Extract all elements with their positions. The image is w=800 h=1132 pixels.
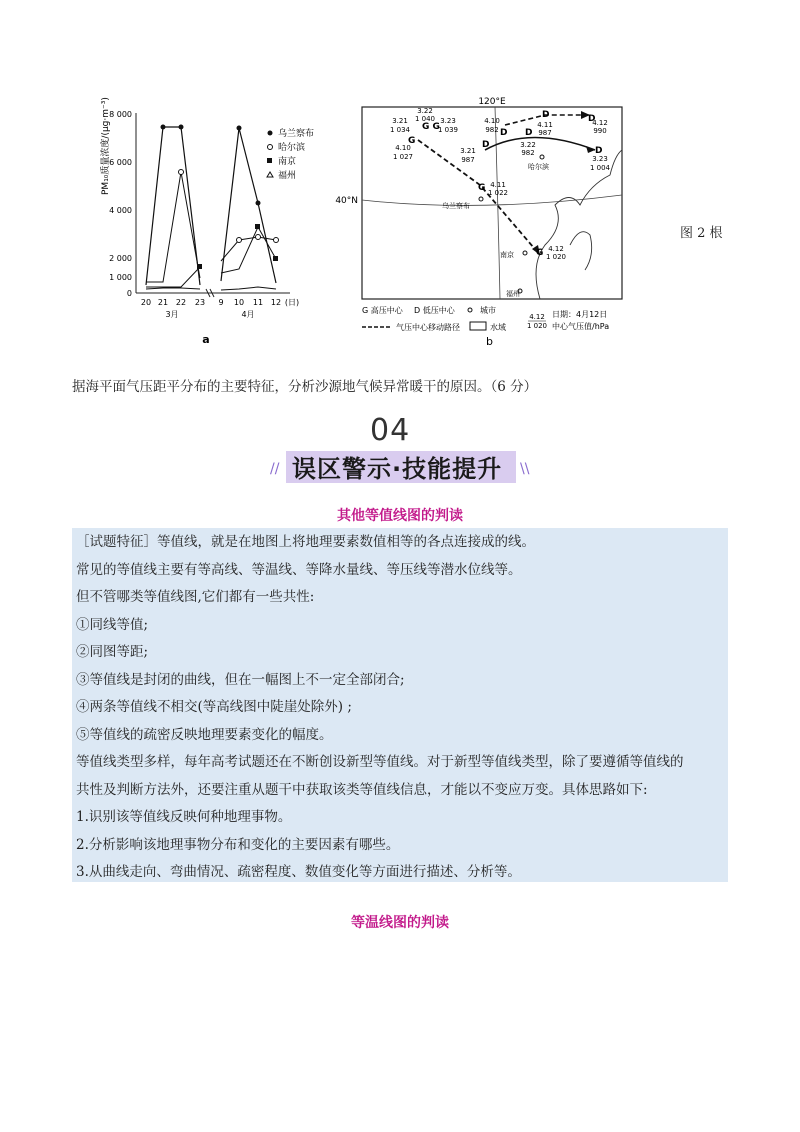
x-tick: 22 [175, 298, 187, 307]
point-nanjing [273, 256, 278, 261]
content-line: ［试题特征］等值线，就是在地图上将地理要素数值相等的各点连接成的线。 [76, 534, 535, 550]
chart-a-ylabel: PM₁₀质量浓度/(μg·m⁻³) [101, 97, 111, 195]
pressure-note-date: 4.12 [548, 245, 564, 253]
high-center: G [536, 248, 544, 258]
y-tick: 4 000 [109, 206, 132, 215]
legend-item: 乌兰察布 [278, 129, 315, 139]
city-marker [540, 155, 544, 159]
chart-a-label: a [202, 333, 210, 346]
map-frame [362, 107, 622, 299]
series-nanjing [146, 267, 200, 287]
content-line: 3.从曲线走向、弯曲情况、疏密程度、数值变化等方面进行描述、分析等。 [76, 864, 521, 880]
y-tick: 8 000 [109, 110, 132, 119]
pressure-note-value: 1 027 [392, 153, 414, 161]
pressure-note-date: 4.11 [537, 121, 553, 129]
legend-city: 城市 [480, 306, 496, 315]
legend-water-icon [470, 322, 486, 330]
series-wulanchabu [146, 127, 200, 285]
city-marker [479, 197, 483, 201]
legend-item: 南京 [278, 157, 297, 167]
legend-marker [268, 131, 273, 136]
section-title: 等温线图的判读 [351, 915, 449, 931]
point-nanjing [255, 224, 260, 229]
banner-title: 误区警示·技能提升 [292, 455, 503, 483]
content-line: 1.识别该等值线反映何种地理事物。 [76, 809, 292, 825]
pressure-note-date: 4.12 [592, 119, 608, 127]
content-line: 共性及判断方法外，还要注重从题干中获取该类等值线信息，才能以不变应万变。具体思路如下: [76, 782, 648, 798]
pressure-note-value: 987 [461, 156, 475, 164]
y-tick: 2 000 [109, 254, 132, 263]
section-banner [268, 413, 538, 483]
legend-sample-desc: 中心气压值/hPa [552, 322, 610, 331]
map-b-label: b [486, 335, 493, 348]
high-center: G G [422, 122, 440, 132]
x-tick: 9 [218, 298, 224, 307]
point-harbin [237, 238, 242, 243]
low-center: D [482, 140, 490, 150]
point-wulanchabu [237, 126, 242, 131]
figure-side-label: 图 2 根 [680, 226, 723, 241]
pressure-note-date: 4.10 [395, 144, 411, 152]
legend-sample-date: 4.12 [529, 313, 545, 321]
content-line: ④两条等值线不相交(等高线图中陡崖处除外) ; [76, 699, 352, 715]
series-harbin [146, 172, 200, 282]
city-marker [523, 251, 527, 255]
x-tick: 11 [252, 298, 264, 307]
pressure-note-value: 1 034 [389, 126, 411, 134]
content-box [72, 528, 728, 882]
low-center: D [588, 114, 596, 124]
pressure-note-date: 4.11 [490, 181, 506, 189]
legend-path: 气压中心移动路径 [396, 323, 460, 332]
legend-marker [268, 145, 273, 150]
city-label: 南京 [500, 251, 514, 259]
pressure-note-value: 1 039 [437, 126, 459, 134]
content-line: ②同图等距; [76, 644, 149, 660]
pressure-note-value: 1 004 [589, 164, 611, 172]
month-label: 3月 [165, 310, 179, 319]
high-center: G [408, 136, 416, 146]
pressure-note-date: 4.10 [484, 117, 500, 125]
legend-low: D 低压中心 [414, 306, 455, 315]
map-b [335, 97, 622, 348]
content-line: 但不管哪类等值线图,它们都有一些共性: [76, 589, 315, 605]
content-line: 等值线类型多样，每年高考试题还在不断创设新型等值线。对于新型等值线类型，除了要遵循等值线的 [76, 754, 684, 770]
pressure-note-value: 982 [521, 149, 535, 157]
y-tick: 6 000 [109, 158, 132, 167]
low-center: D [500, 128, 508, 138]
city-label: 哈尔滨 [528, 163, 549, 171]
latitude-label: 40°N [335, 196, 358, 206]
city-label: 福州 [506, 290, 520, 298]
slash-decoration: \\ [520, 461, 530, 477]
pressure-note-date: 3.21 [460, 147, 476, 155]
y-tick: 1 000 [109, 273, 132, 282]
content-line: ③等值线是封闭的曲线，但在一幅图上不一定全部闭合; [76, 672, 405, 688]
pressure-note-date: 3.22 [417, 107, 433, 115]
low-center: D [525, 128, 533, 138]
content-line: ①同线等值; [76, 617, 149, 633]
legend-sample-desc: 日期：4月12日 [552, 310, 608, 319]
chart-a [100, 97, 314, 346]
pressure-note-value: 1 022 [487, 189, 509, 197]
legend-marker [267, 172, 273, 177]
point-harbin [274, 238, 279, 243]
longitude-label: 120°E [478, 97, 506, 107]
legend-item: 哈尔滨 [278, 143, 306, 153]
x-tick: 23 [194, 298, 206, 307]
pressure-note-date: 3.21 [392, 117, 408, 125]
banner-number: 04 [370, 413, 411, 448]
content-line: 2.分析影响该地理事物分布和变化的主要因素有哪些。 [76, 837, 400, 853]
section-title: 其他等值线图的判读 [337, 508, 463, 524]
legend-high: G 高压中心 [362, 306, 403, 315]
pressure-note-date: 3.23 [592, 155, 608, 163]
point-wulanchabu [256, 201, 261, 206]
x-unit: (日) [284, 298, 300, 307]
figure-2 [100, 95, 740, 355]
figure-svg [100, 95, 740, 355]
question-text: 据海平面气压距平分布的主要特征，分析沙源地气候异常暖干的原因。（6 分） [72, 379, 538, 395]
legend-water: 水域 [490, 323, 506, 332]
legend-sample-value: 1 020 [526, 322, 548, 330]
low-center: D [595, 146, 603, 156]
x-tick: 10 [233, 298, 245, 307]
legend-city-icon [468, 308, 472, 312]
point-wulanchabu [179, 125, 184, 130]
series-fuzhou [221, 287, 276, 290]
city-label: 乌兰察布 [442, 202, 470, 210]
content-line: ⑤等值线的疏密反映地理要素变化的幅度。 [76, 727, 333, 743]
point-harbin [256, 235, 261, 240]
pressure-note-date: 3.23 [440, 117, 456, 125]
month-label: 4月 [241, 310, 255, 319]
legend-marker [267, 158, 272, 163]
high-center: G [478, 183, 486, 193]
x-tick: 21 [157, 298, 169, 307]
point-wulanchabu [161, 125, 166, 130]
pressure-note-date: 3.22 [520, 141, 536, 149]
pressure-note-value: 987 [538, 129, 552, 137]
content-line: 常见的等值线主要有等高线、等温线、等降水量线、等压线等潜水位线等。 [76, 562, 522, 578]
point-harbin [179, 170, 184, 175]
pressure-note-value: 982 [485, 126, 499, 134]
low-center: D [542, 110, 550, 120]
series-fuzhou [146, 288, 200, 289]
slash-decoration: // [270, 461, 280, 477]
series-nanjing [221, 227, 276, 273]
y-tick: 0 [126, 289, 132, 298]
point-nanjing [197, 264, 202, 269]
pressure-note-value: 990 [593, 127, 607, 135]
series-wulanchabu [221, 128, 276, 283]
x-tick: 20 [140, 298, 152, 307]
pressure-note-value: 1 020 [545, 253, 567, 261]
pressure-note-value: 1 040 [414, 115, 436, 123]
legend-item: 福州 [278, 171, 297, 181]
x-tick: 12 [270, 298, 282, 307]
